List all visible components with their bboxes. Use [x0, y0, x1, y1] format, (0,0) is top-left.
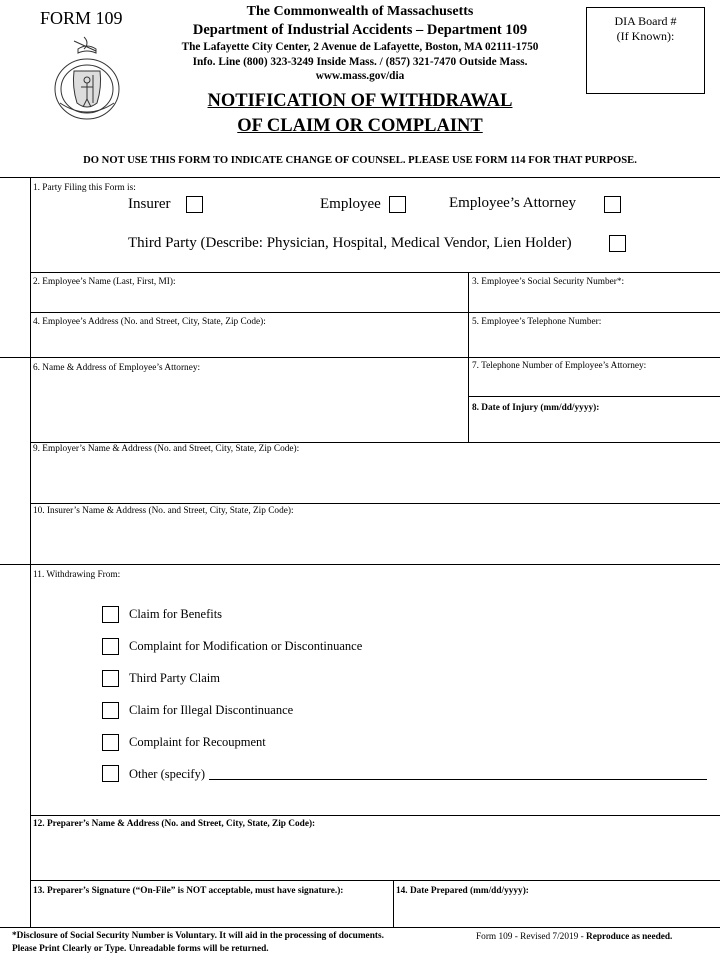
counsel-notice: DO NOT USE THIS FORM TO INDICATE CHANGE OF COUNSEL. PLEASE USE FORM 114 FOR THAT PURPOSE.: [83, 155, 637, 166]
option-third-party-checkbox[interactable]: [609, 235, 626, 252]
agency-website: www.mass.gov/dia: [315, 70, 405, 82]
third-party-claim-checkbox[interactable]: [102, 670, 119, 687]
agency-phone: Info. Line (800) 323-3249 Inside Mass. / (857) 321-7470 Outside Mass.: [192, 56, 528, 68]
option-insurer-label: Insurer: [128, 196, 171, 212]
agency-line-1: The Commonwealth of Massachusetts: [246, 4, 474, 19]
other-specify-label: Other (specify): [129, 767, 206, 781]
agency-line-2: Department of Industrial Accidents – Department 109: [192, 22, 528, 38]
claim-for-benefits-checkbox[interactable]: [102, 606, 119, 623]
option-employee-checkbox[interactable]: [389, 196, 406, 213]
employee-phone-field[interactable]: 5. Employee’s Telephone Number:: [472, 317, 602, 327]
option-insurer-checkbox[interactable]: [186, 196, 203, 213]
state-seal: [50, 33, 124, 123]
option-third-party-label: Third Party (Describe: Physician, Hospital, Medical Vendor, Lien Holder): [128, 235, 572, 251]
party-filing-label: 1. Party Filing this Form is:: [33, 183, 136, 193]
third-party-claim-label: Third Party Claim: [129, 671, 220, 685]
employer-name-address-field[interactable]: 9. Employer’s Name & Address (No. and Street, City, State, Zip Code):: [33, 444, 300, 454]
reproduce-text: Reproduce as needed.: [586, 932, 673, 942]
complaint-modification-label: Complaint for Modification or Discontinuance: [129, 639, 363, 653]
form-title-line-1: NOTIFICATION OF WITHDRAWAL: [207, 91, 513, 111]
board-number-box[interactable]: [586, 7, 705, 94]
illegal-discontinuance-checkbox[interactable]: [102, 702, 119, 719]
attorney-name-address-field[interactable]: 6. Name & Address of Employee’s Attorney:: [33, 363, 201, 373]
revision-text: Form 109 - Revised 7/2019 -: [476, 932, 587, 942]
form-number: FORM 109: [40, 8, 123, 28]
complaint-modification-checkbox[interactable]: [102, 638, 119, 655]
insurer-name-address-field[interactable]: 10. Insurer’s Name & Address (No. and Street, City, State, Zip Code):: [33, 506, 294, 516]
preparer-name-address-field[interactable]: 12. Preparer’s Name & Address (No. and Street, City, State, Zip Code):: [33, 819, 316, 829]
form-title-line-2: OF CLAIM OR COMPLAINT: [237, 116, 483, 136]
option-attorney-checkbox[interactable]: [604, 196, 621, 213]
complaint-recoupment-checkbox[interactable]: [102, 734, 119, 751]
date-of-injury-field[interactable]: 8. Date of Injury (mm/dd/yyyy):: [472, 403, 600, 413]
preparer-signature-field[interactable]: 13. Preparer’s Signature (“On-File” is NOT acceptable, must have signature.):: [33, 886, 344, 896]
illegal-discontinuance-label: Claim for Illegal Discontinuance: [129, 703, 294, 717]
other-specify-line[interactable]: [209, 779, 707, 780]
print-clearly-note: Please Print Clearly or Type. Unreadable forms will be returned.: [12, 944, 269, 954]
agency-address: The Lafayette City Center, 2 Avenue de Lafayette, Boston, MA 02111-1750: [181, 41, 539, 53]
employee-address-field[interactable]: 4. Employee’s Address (No. and Street, City, State, Zip Code):: [33, 317, 266, 327]
withdrawing-from-label: 11. Withdrawing From:: [33, 570, 121, 580]
claim-for-benefits-label: Claim for Benefits: [129, 607, 223, 621]
complaint-recoupment-label: Complaint for Recoupment: [129, 735, 266, 749]
date-prepared-field[interactable]: 14. Date Prepared (mm/dd/yyyy):: [396, 886, 529, 896]
ssn-disclosure-note: *Disclosure of Social Security Number is Voluntary. It will aid in the processing of documents.: [12, 931, 384, 941]
option-attorney-label: Employee’s Attorney: [449, 195, 577, 211]
form-revision: [476, 932, 672, 942]
other-specify-checkbox[interactable]: [102, 765, 119, 782]
employee-name-field[interactable]: 2. Employee’s Name (Last, First, MI):: [33, 277, 176, 287]
employee-ssn-field[interactable]: 3. Employee’s Social Security Number*:: [472, 277, 625, 287]
option-employee-label: Employee: [320, 196, 381, 212]
attorney-phone-field[interactable]: 7. Telephone Number of Employee’s Attorney:: [472, 361, 647, 371]
board-number-hint: (If Known):: [616, 29, 675, 43]
board-number-label: DIA Board #: [614, 14, 677, 28]
